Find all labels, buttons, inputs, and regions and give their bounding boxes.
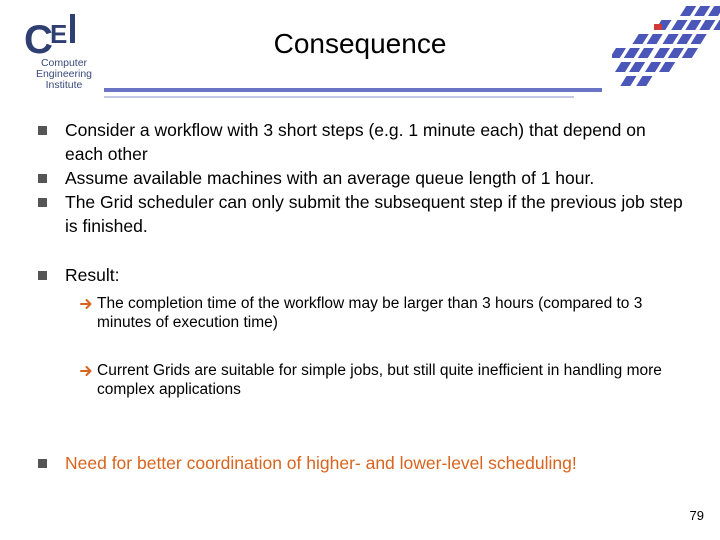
bullet-text-1: Consider a workflow with 3 short steps (e.g. 1 minute each) that depend on each other [65, 120, 646, 164]
page-number: 79 [689, 508, 704, 523]
bullet-text-3: The Grid scheduler can only submit the subsequent step if the previous job step is finished. [65, 192, 683, 236]
arrow-right-icon [80, 364, 94, 378]
bullet-text-2: Assume available machines with an average queue length of 1 hour. [65, 168, 595, 188]
bullet-text-4: Result: [65, 265, 120, 285]
sub-bullet-text-2: Current Grids are suitable for simple jobs, but still quite inefficient in handling more complex applications [97, 362, 662, 398]
bullet-marker-4 [38, 271, 47, 280]
bullet-marker-5 [38, 459, 47, 468]
svg-text:C: C [24, 18, 53, 60]
bullet-marker-2 [38, 174, 47, 183]
logo-line-engineering: Engineering [35, 68, 93, 80]
svg-text:E: E [50, 19, 68, 49]
bullet-marker-3 [38, 198, 47, 207]
arrow-right-icon [80, 297, 94, 311]
logo-line-computer: Computer [40, 57, 88, 69]
sub-bullet-text-1: The completion time of the workflow may be larger than 3 hours (compared to 3 minutes of execution time) [97, 295, 643, 331]
logo-line-institute: Institute [45, 79, 83, 91]
conclusion-text: Need for better coordination of higher- and lower-level scheduling! [65, 453, 577, 473]
slide-title: Consequence [273, 28, 447, 59]
bullet-marker-1 [38, 126, 47, 135]
